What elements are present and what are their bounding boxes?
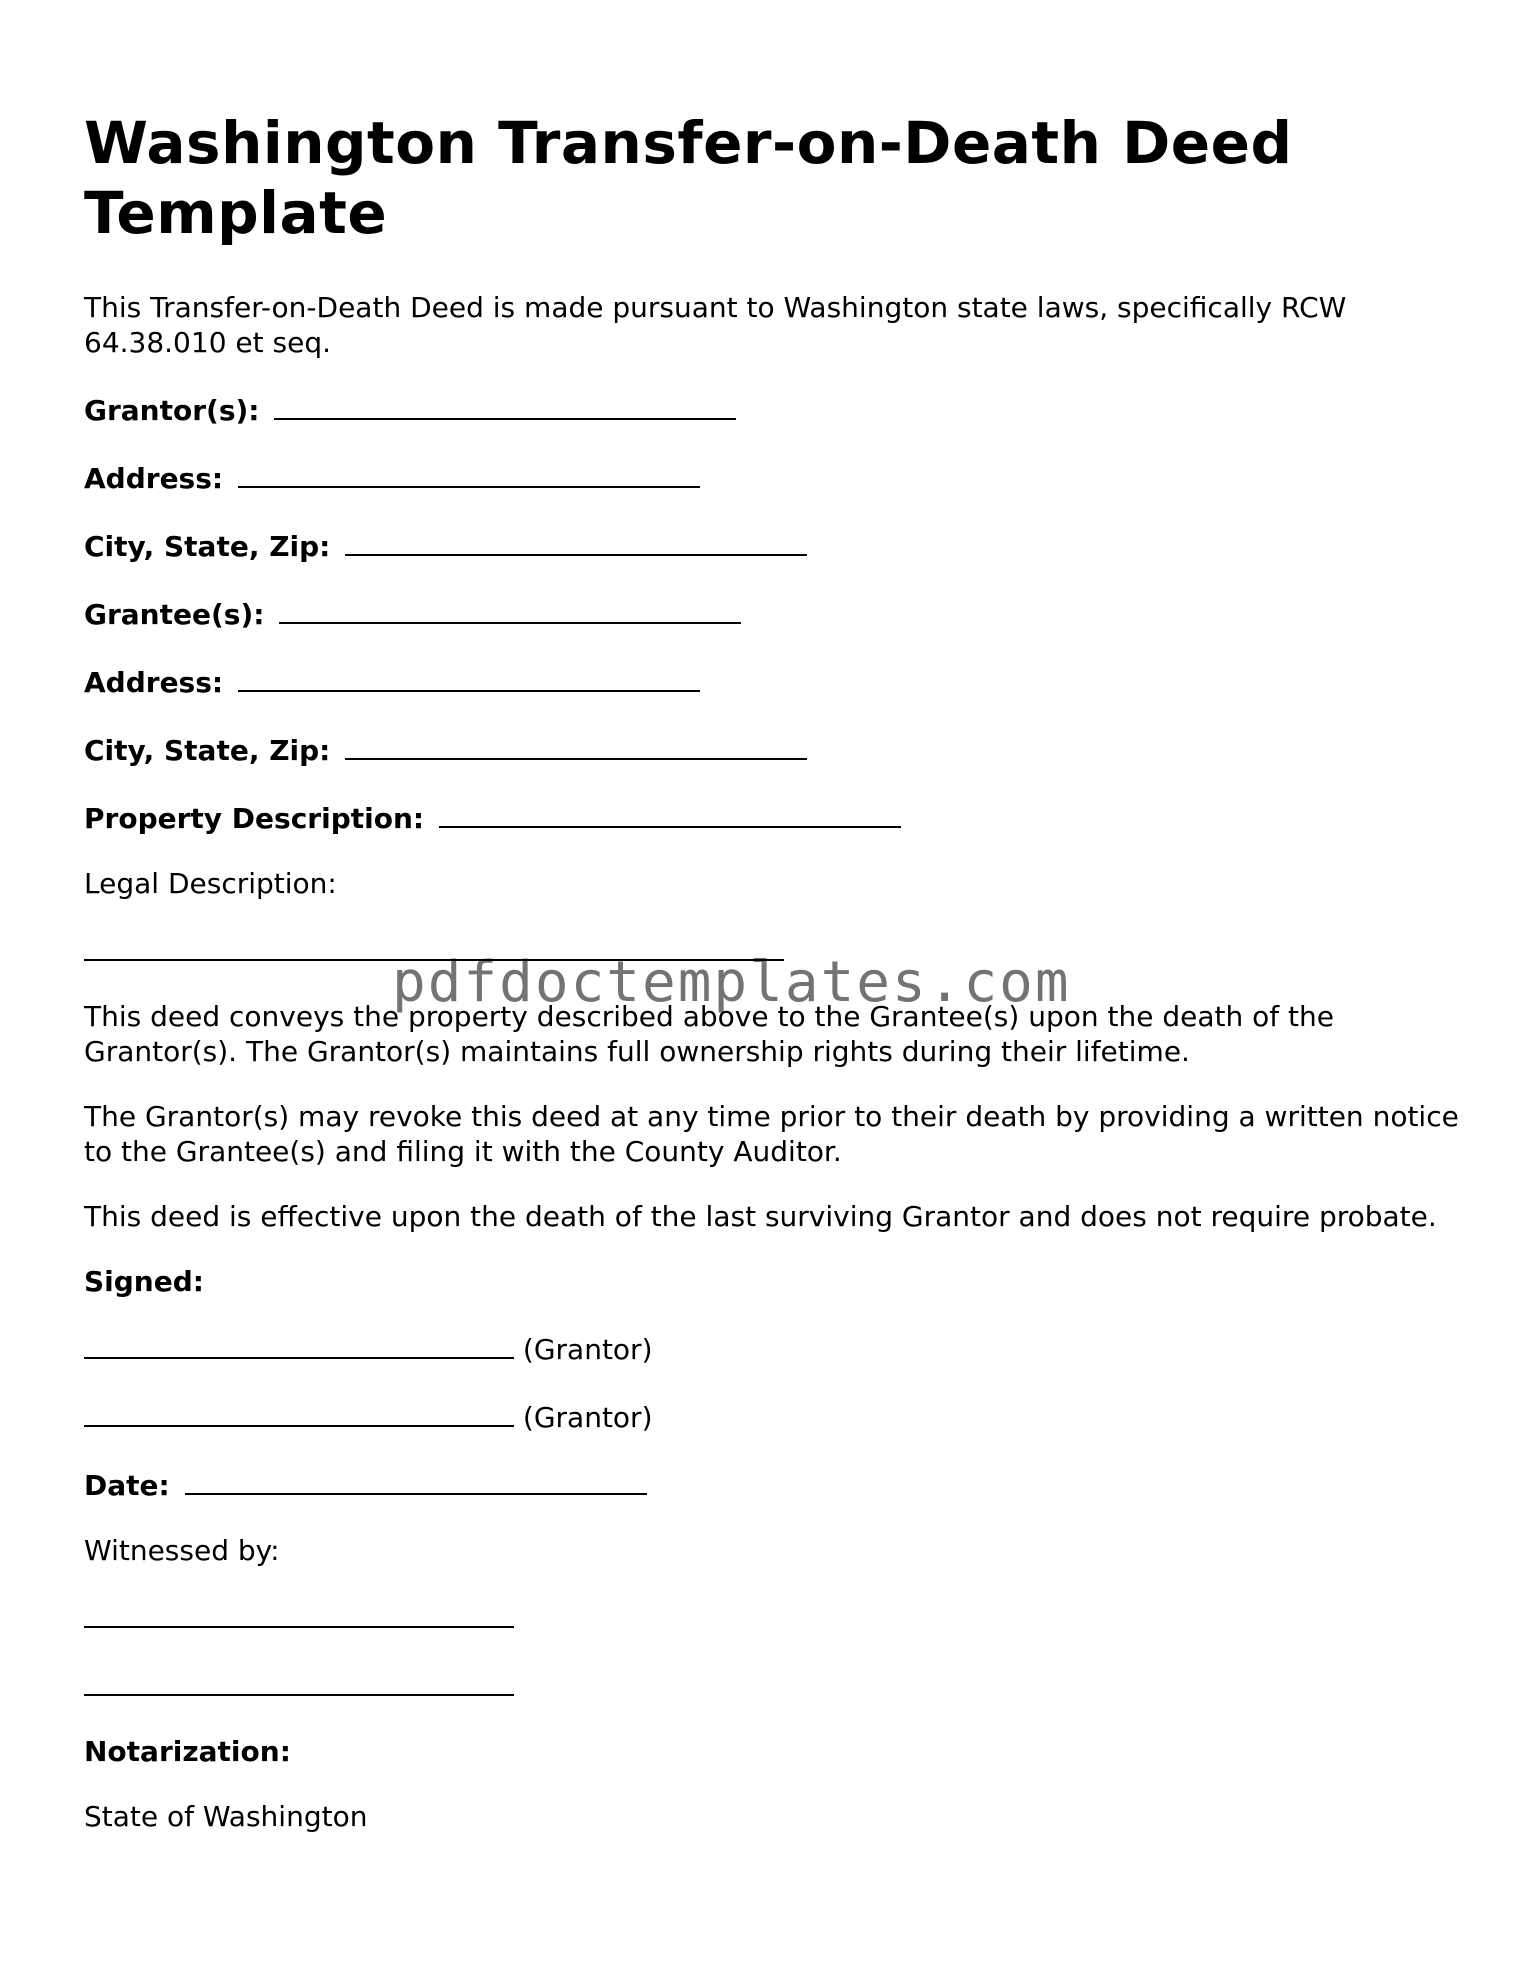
document-page — [84, 108, 1464, 1864]
grantee-address-field — [84, 662, 1464, 700]
property-description-blank[interactable] — [439, 798, 901, 828]
grantor-label: Grantor(s): — [84, 394, 260, 427]
grantor-city-blank[interactable] — [345, 526, 807, 556]
grantor-city-field — [84, 526, 1464, 564]
grantor-city-label: City, State, Zip: — [84, 530, 331, 563]
grantor-signature-label-2: (Grantor) — [522, 1401, 653, 1434]
legal-description-field — [84, 931, 1464, 969]
legal-description-label: Legal Description: — [84, 867, 337, 900]
effective-paragraph: This deed is effective upon the death of the last surviving Grantor and does not require probate. — [84, 1200, 1437, 1233]
grantee-address-label: Address: — [84, 666, 224, 699]
grantor-signature-line-2 — [84, 1397, 1464, 1435]
intro-paragraph: This Transfer-on-Death Deed is made pursuant to Washington state laws, specifically RCW 64.38.010 et seq. — [84, 291, 1347, 359]
notarization-label: Notarization: — [84, 1735, 291, 1768]
witness-signature-blank-2[interactable] — [84, 1666, 514, 1696]
signed-label: Signed: — [84, 1265, 204, 1298]
document-title: Washington Transfer-on-Death Deed Template — [84, 109, 1293, 247]
grantee-label: Grantee(s): — [84, 598, 265, 631]
date-blank[interactable] — [185, 1465, 647, 1495]
witness-line-1 — [84, 1598, 1464, 1636]
signed-heading — [84, 1264, 1464, 1299]
legal-description-blank[interactable] — [84, 931, 784, 961]
property-description-field — [84, 798, 1464, 836]
watermark: pdfdoctemplates.com — [392, 950, 1071, 1015]
grantor-field — [84, 390, 1464, 428]
grantor-blank[interactable] — [274, 390, 736, 420]
witnessed-label: Witnessed by: — [84, 1534, 280, 1567]
grantor-address-field — [84, 458, 1464, 496]
grantee-city-blank[interactable] — [345, 730, 807, 760]
grantee-city-field — [84, 730, 1464, 768]
witness-line-2 — [84, 1666, 1464, 1704]
grantor-signature-blank-1[interactable] — [84, 1329, 514, 1359]
grantee-blank[interactable] — [279, 594, 741, 624]
date-label: Date: — [84, 1469, 170, 1502]
grantor-address-blank[interactable] — [238, 458, 700, 488]
conveyance-paragraph: This deed conveys the property described above to the Grantee(s) upon the death of the Grantor(s). The Grantor(s) maintains full ownership rights during their lifetime. — [84, 1000, 1334, 1068]
witness-signature-blank-1[interactable] — [84, 1598, 514, 1628]
grantee-city-label: City, State, Zip: — [84, 734, 331, 767]
grantee-address-blank[interactable] — [238, 662, 700, 692]
grantor-signature-line-1 — [84, 1329, 1464, 1367]
state-line: State of Washington — [84, 1800, 368, 1833]
grantor-signature-label-1: (Grantor) — [522, 1333, 653, 1366]
grantor-address-label: Address: — [84, 462, 224, 495]
grantee-field — [84, 594, 1464, 632]
revocation-paragraph: The Grantor(s) may revoke this deed at any time prior to their death by providing a written notice to the Grantee(s) and filing it with the County Auditor. — [84, 1100, 1459, 1168]
notarization-heading — [84, 1734, 1464, 1769]
grantor-signature-blank-2[interactable] — [84, 1397, 514, 1427]
property-description-label: Property Description: — [84, 802, 425, 835]
date-field — [84, 1465, 1464, 1503]
